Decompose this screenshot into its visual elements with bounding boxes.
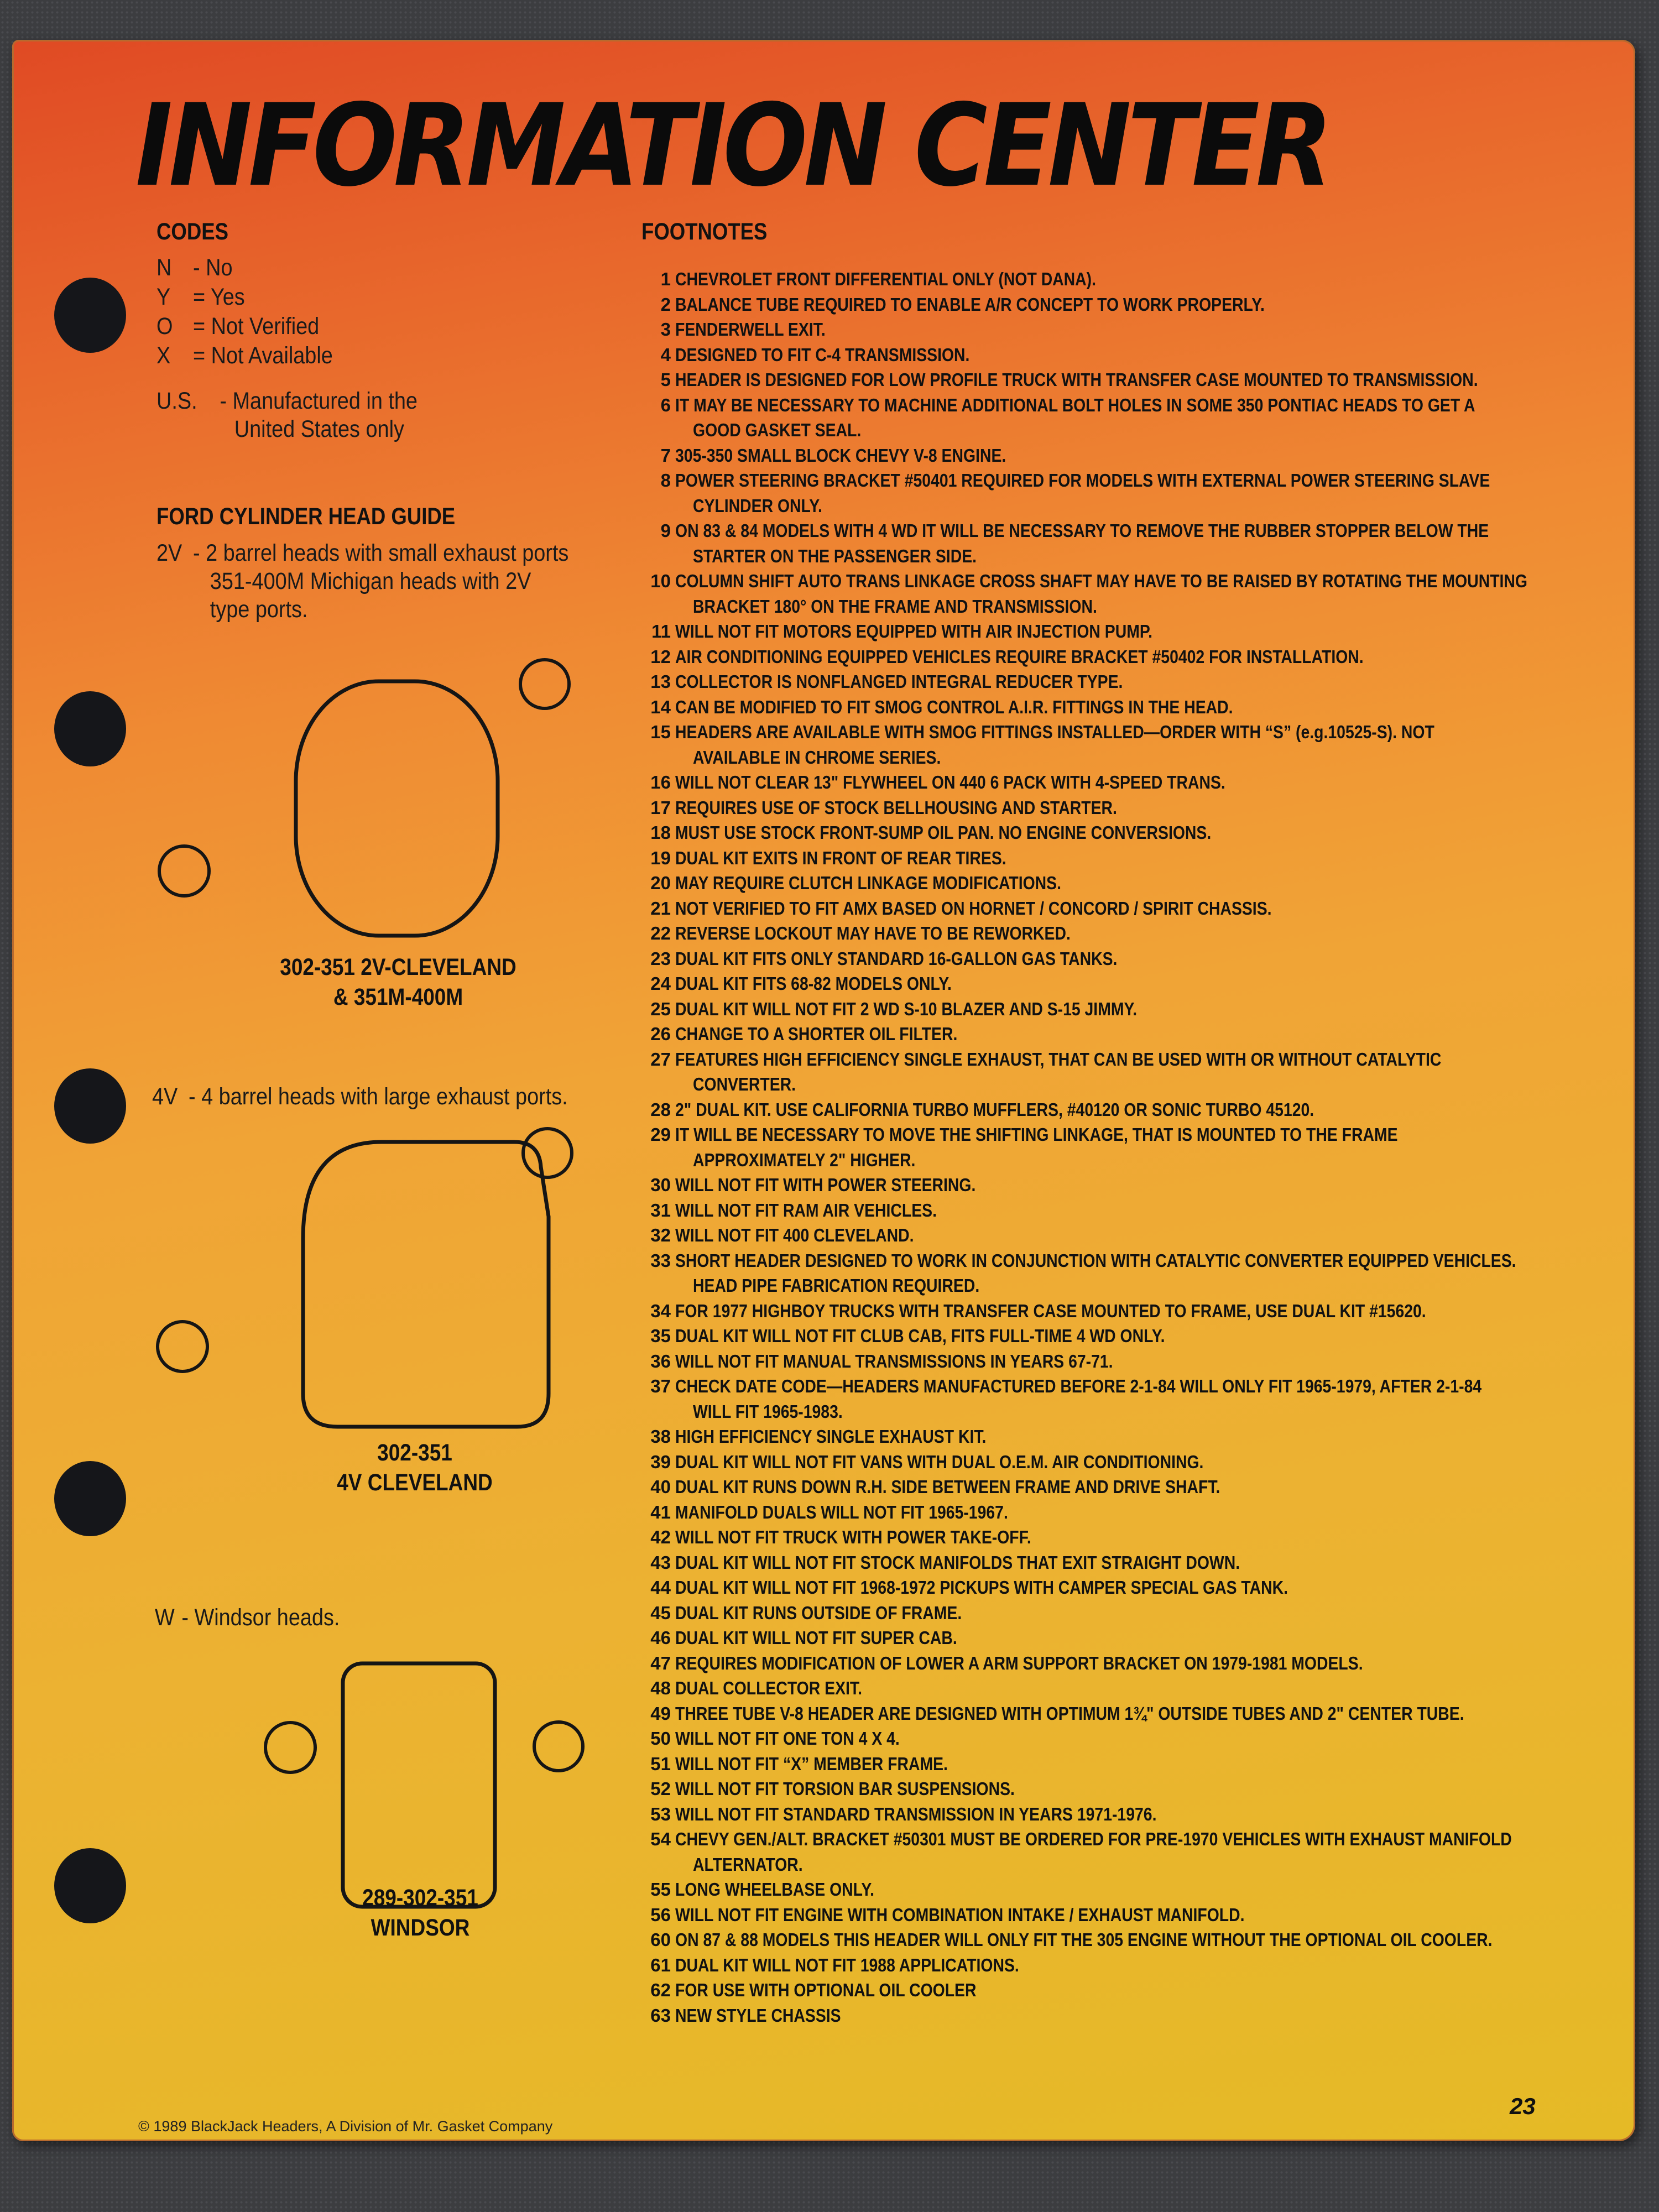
footnote-text: CHEVY GEN./ALT. BRACKET #50301 MUST BE ORDERED FOR PRE-1970 VEHICLES WITH EXHAUST MANIFOLD (675, 1829, 1512, 1849)
footnote-number: 11 (651, 621, 671, 641)
footnote-text: NOT VERIFIED TO FIT AMX BASED ON HORNET / CONCORD / SPIRIT CHASSIS. (675, 898, 1272, 919)
binder-hole (54, 1461, 126, 1536)
footnote-item (643, 1927, 1650, 1953)
footnote-number: 39 (650, 1451, 671, 1472)
guide-description: 351-400M Michigan heads with 2V (210, 568, 531, 594)
code-symbol: X (156, 342, 171, 369)
footnote-text: DUAL KIT EXITS IN FRONT OF REAR TIRES. (675, 847, 1006, 868)
footnote-item (643, 921, 1650, 946)
footnote-continuation (643, 418, 1650, 443)
binder-hole (54, 1068, 126, 1144)
footnote-text: AVAILABLE IN CHROME SERIES. (693, 747, 941, 768)
caption-line: 289-302-351 (362, 1885, 478, 1911)
footnote-item (643, 795, 1650, 821)
footnote-indent (643, 594, 688, 619)
footnote-text: DUAL KIT WILL NOT FIT STOCK MANIFOLDS THAT EXIT STRAIGHT DOWN. (675, 1552, 1240, 1573)
footnote-text: POWER STEERING BRACKET #50401 REQUIRED FOR MODELS WITH EXTERNAL POWER STEERING SLAVE (675, 470, 1490, 491)
footnote-number: 55 (650, 1879, 671, 1900)
footnote-text: BALANCE TUBE REQUIRED TO ENABLE A/R CONCEPT TO WORK PROPERLY. (675, 294, 1265, 315)
footnote-text: WILL FIT 1965-1983. (693, 1401, 843, 1422)
footnote-item (643, 317, 1650, 342)
footnote-number: 8 (660, 470, 671, 491)
footnote-text: MUST USE STOCK FRONT-SUMP OIL PAN. NO ENGINE CONVERSIONS. (675, 822, 1212, 843)
footnote-item (643, 695, 1650, 720)
code-row (156, 342, 333, 369)
footnote-item (643, 292, 1650, 317)
footnote-text: STARTER ON THE PASSENGER SIDE. (693, 545, 977, 566)
guide-symbol: 2V (156, 540, 182, 566)
footnote-text: SHORT HEADER DESIGNED TO WORK IN CONJUNCTION WITH CATALYTIC CONVERTER EQUIPPED VEHICLES. (675, 1250, 1516, 1271)
footnote-number: 46 (650, 1627, 671, 1648)
footnote-item (643, 1021, 1650, 1047)
footnote-number: 9 (660, 520, 671, 541)
footnote-item (643, 1525, 1650, 1550)
footnote-item (643, 1701, 1650, 1726)
footnote-text: COLUMN SHIFT AUTO TRANS LINKAGE CROSS SHAFT MAY HAVE TO BE RAISED BY ROTATING THE MOUNTING (675, 571, 1527, 591)
footnote-item (643, 568, 1650, 594)
codes-heading: CODES (156, 218, 228, 245)
footnote-item (643, 367, 1650, 393)
footnote-text: WILL NOT FIT MANUAL TRANSMISSIONS IN YEARS 67-71. (675, 1350, 1113, 1371)
footnote-item (643, 1248, 1650, 1274)
code-row (156, 284, 245, 311)
footnote-number: 49 (650, 1703, 671, 1724)
footnote-item (643, 719, 1650, 745)
footnote-text: MANIFOLD DUALS WILL NOT FIT 1965-1967. (675, 1501, 1008, 1522)
footnote-item (643, 267, 1650, 292)
footnote-continuation (643, 493, 1650, 519)
code-description: = Not Available (193, 342, 333, 369)
footnote-indent (643, 1273, 688, 1298)
footnote-number: 63 (650, 2005, 671, 2026)
footnote-number: 53 (650, 1803, 671, 1824)
footnote-item (643, 669, 1650, 695)
code-description: - No (193, 254, 233, 281)
footnote-text: AIR CONDITIONING EQUIPPED VEHICLES REQUIRE BRACKET #50402 FOR INSTALLATION. (675, 646, 1364, 667)
footnotes-heading: FOOTNOTES (641, 218, 768, 245)
footnote-item (643, 1877, 1650, 1902)
footnote-indent (643, 418, 688, 443)
footnote-item (643, 870, 1650, 896)
footnote-number: 60 (650, 1929, 671, 1950)
footnote-text: FEATURES HIGH EFFICIENCY SINGLE EXHAUST, THAT CAN BE USED WITH OR WITHOUT CATALYTIC (675, 1048, 1442, 1070)
footnote-number: 22 (650, 923, 671, 943)
footnote-indent (643, 1399, 688, 1425)
guide-description: type ports. (210, 596, 308, 623)
head-4v-caption (272, 1438, 557, 1498)
footnote-item (643, 946, 1650, 972)
footnote-item (643, 1625, 1650, 1651)
footnote-number: 44 (650, 1577, 671, 1598)
footnote-text: WILL NOT FIT STANDARD TRANSMISSION IN YEARS 1971-1976. (675, 1803, 1157, 1824)
footnote-text: CHECK DATE CODE—HEADERS MANUFACTURED BEFORE 2-1-84 WILL ONLY FIT 1965-1979, AFTER 2-1-84 (675, 1376, 1482, 1396)
footnote-item (643, 1374, 1650, 1399)
footnote-item (643, 1776, 1650, 1802)
caption-line: WINDSOR (371, 1914, 470, 1941)
footnote-number: 4 (660, 344, 671, 365)
footnote-text: CAN BE MODIFIED TO FIT SMOG CONTROL A.I.R. FITTINGS IN THE HEAD. (675, 696, 1233, 717)
footnote-number: 45 (650, 1602, 671, 1623)
footnote-item (643, 1902, 1650, 1928)
footnote-continuation (643, 1399, 1650, 1425)
footnote-number: 29 (650, 1124, 671, 1145)
footnote-text: IT WILL BE NECESSARY TO MOVE THE SHIFTING LINKAGE, THAT IS MOUNTED TO THE FRAME (675, 1124, 1398, 1145)
head-windsor-caption (278, 1883, 563, 1943)
footnote-item (643, 896, 1650, 921)
footnote-text: THREE TUBE V-8 HEADER ARE DESIGNED WITH OPTIMUM 1¾" OUTSIDE TUBES AND 2" CENTER TUBE. (675, 1703, 1464, 1724)
footnote-indent (643, 745, 688, 770)
footnote-text: REVERSE LOCKOUT MAY HAVE TO BE REWORKED. (675, 923, 1071, 943)
footnote-number: 32 (650, 1225, 671, 1245)
footnote-number: 35 (650, 1326, 671, 1346)
caption-line: 4V CLEVELAND (337, 1469, 493, 1496)
footnote-item (643, 1424, 1650, 1449)
footnote-indent (643, 493, 688, 519)
code-description: = Not Verified (193, 313, 320, 340)
code-symbol: U.S. (156, 388, 197, 414)
footnote-text: DUAL KIT RUNS DOWN R.H. SIDE BETWEEN FRAME AND DRIVE SHAFT. (675, 1477, 1220, 1497)
footnote-item (643, 1802, 1650, 1827)
footnote-item (643, 1198, 1650, 1223)
head-2v-caption (255, 952, 541, 1012)
footnote-number: 14 (650, 696, 671, 717)
footnote-text: GOOD GASKET SEAL. (693, 420, 862, 440)
guide-4v-text (152, 1083, 568, 1111)
guide-symbol: W (155, 1604, 175, 1631)
footnote-item (643, 1323, 1650, 1349)
footnote-continuation (643, 1072, 1650, 1097)
code-symbol: Y (156, 284, 171, 310)
footnote-number: 43 (650, 1552, 671, 1573)
footnote-text: APPROXIMATELY 2" HIGHER. (693, 1149, 916, 1170)
footnote-number: 38 (650, 1426, 671, 1447)
footnote-text: WILL NOT FIT ONE TON 4 X 4. (675, 1728, 900, 1749)
footnote-text: ON 87 & 88 MODELS THIS HEADER WILL ONLY FIT THE 305 ENGINE WITHOUT THE OPTIONAL OIL COOLER. (675, 1929, 1493, 1950)
guide-2v-text (156, 539, 568, 624)
footnote-item (643, 644, 1650, 670)
footnote-number: 52 (650, 1778, 671, 1799)
footnote-item (643, 1298, 1650, 1324)
footnote-item (643, 468, 1650, 493)
footnote-item (643, 1550, 1650, 1575)
footnotes-list (643, 267, 1650, 2028)
footnote-text: HEADERS ARE AVAILABLE WITH SMOG FITTINGS INSTALLED—ORDER WITH “S” (e.g.10525-S). NOT (675, 722, 1434, 742)
footnote-text: HEADER IS DESIGNED FOR LOW PROFILE TRUCK WITH TRANSFER CASE MOUNTED TO TRANSMISSION. (675, 369, 1478, 390)
footnote-item (643, 1097, 1650, 1123)
footnote-number: 30 (650, 1175, 671, 1195)
footnote-number: 48 (650, 1678, 671, 1698)
footnote-item (643, 1172, 1650, 1198)
footnote-text: WILL NOT CLEAR 13" FLYWHEEL ON 440 6 PACK WITH 4-SPEED TRANS. (675, 772, 1225, 792)
footnote-text: DUAL KIT FITS ONLY STANDARD 16-GALLON GAS TANKS. (675, 948, 1118, 969)
footnote-item (643, 1575, 1650, 1600)
footnote-text: ALTERNATOR. (693, 1854, 803, 1875)
footnote-text: 2" DUAL KIT. USE CALIFORNIA TURBO MUFFLERS, #40120 OR SONIC TURBO 45120. (675, 1099, 1314, 1120)
footnote-number: 16 (650, 772, 671, 792)
footnote-text: HIGH EFFICIENCY SINGLE EXHAUST KIT. (675, 1426, 987, 1447)
footnote-text: LONG WHEELBASE ONLY. (675, 1879, 875, 1900)
code-symbol: N (156, 254, 172, 281)
footnote-item (643, 971, 1650, 997)
footnote-text: WILL NOT FIT MOTORS EQUIPPED WITH AIR INJECTION PUMP. (675, 621, 1153, 641)
footnote-item (643, 1349, 1650, 1374)
footnote-number: 23 (650, 948, 671, 969)
page-title: INFORMATION CENTER (135, 80, 1329, 212)
footnote-text: FOR USE WITH OPTIONAL OIL COOLER (675, 1980, 977, 2000)
head-guide-heading: FORD CYLINDER HEAD GUIDE (156, 503, 456, 530)
footnote-number: 17 (650, 797, 671, 818)
code-description: - Manufactured in the (220, 388, 418, 414)
footnote-item (643, 1223, 1650, 1248)
footnote-text: WILL NOT FIT TORSION BAR SUSPENSIONS. (675, 1778, 1015, 1799)
copyright-text: © 1989 BlackJack Headers, A Division of Mr. Gasket Company (138, 2118, 553, 2135)
footnote-number: 7 (660, 445, 671, 466)
footnote-number: 28 (650, 1099, 671, 1120)
footnote-number: 2 (660, 294, 671, 315)
code-row (156, 313, 319, 340)
footnote-number: 6 (660, 394, 671, 415)
guide-windsor-text (155, 1604, 340, 1632)
footnote-item (643, 1651, 1650, 1676)
guide-description: - Windsor heads. (181, 1604, 340, 1631)
footnote-text: CYLINDER ONLY. (693, 495, 822, 516)
footnote-text: DUAL KIT WILL NOT FIT 1968-1972 PICKUPS WITH CAMPER SPECIAL GAS TANK. (675, 1577, 1288, 1598)
footnote-text: IT MAY BE NECESSARY TO MACHINE ADDITIONAL BOLT HOLES IN SOME 350 PONTIAC HEADS TO GET A (675, 394, 1475, 415)
code-description: = Yes (193, 284, 245, 310)
binder-hole (54, 691, 126, 766)
footnote-item (643, 1500, 1650, 1525)
footnote-text: FENDERWELL EXIT. (675, 319, 826, 340)
code-symbol: O (156, 313, 173, 340)
footnote-text: DUAL COLLECTOR EXIT. (675, 1678, 862, 1698)
footnote-number: 5 (660, 369, 671, 390)
footnote-item (643, 1978, 1650, 2003)
footnote-number: 27 (650, 1048, 671, 1070)
footnote-text: CHANGE TO A SHORTER OIL FILTER. (675, 1024, 958, 1044)
footnote-item (643, 770, 1650, 795)
footnote-item (643, 518, 1650, 544)
footnote-item (643, 1726, 1650, 1751)
footnote-number: 24 (650, 973, 671, 994)
footnote-text: WILL NOT FIT “X” MEMBER FRAME. (675, 1753, 948, 1774)
guide-description: - 2 barrel heads with small exhaust ports (193, 540, 569, 566)
footnote-number: 25 (650, 998, 671, 1019)
footnote-text: DUAL KIT WILL NOT FIT CLUB CAB, FITS FULL-TIME 4 WD ONLY. (675, 1326, 1165, 1346)
footnote-text: WILL NOT FIT WITH POWER STEERING. (675, 1175, 976, 1195)
footnote-item (643, 393, 1650, 418)
footnote-number: 54 (650, 1829, 671, 1849)
footnote-item (643, 1827, 1650, 1852)
footnote-text: DUAL KIT FITS 68-82 MODELS ONLY. (675, 973, 952, 994)
footnote-number: 18 (650, 822, 671, 843)
footnote-item (643, 1047, 1650, 1072)
footnote-text: HEAD PIPE FABRICATION REQUIRED. (693, 1275, 980, 1296)
footnote-number: 15 (650, 722, 671, 742)
binder-hole (54, 1848, 126, 1923)
footnote-text: WILL NOT FIT TRUCK WITH POWER TAKE-OFF. (675, 1527, 1031, 1547)
footnote-text: CHEVROLET FRONT DIFFERENTIAL ONLY (NOT DANA). (675, 269, 1097, 289)
footnote-number: 56 (650, 1904, 671, 1925)
footnote-text: BRACKET 180° ON THE FRAME AND TRANSMISSION. (693, 596, 1097, 617)
footnote-item (643, 997, 1650, 1022)
guide-symbol: 4V (152, 1083, 178, 1110)
footnote-number: 34 (650, 1300, 671, 1321)
binder-hole (54, 278, 126, 353)
footnote-item (643, 619, 1650, 644)
footnote-number: 20 (650, 873, 671, 893)
caption-line: 302-351 2V-CLEVELAND (280, 954, 517, 980)
footnote-number: 12 (650, 646, 671, 667)
footnote-text: 305-350 SMALL BLOCK CHEVY V-8 ENGINE. (675, 445, 1006, 466)
footnote-number: 3 (660, 319, 671, 340)
footnote-item (643, 846, 1650, 871)
footnote-continuation (643, 1147, 1650, 1173)
footnote-text: WILL NOT FIT 400 CLEVELAND. (675, 1225, 914, 1245)
footnote-text: WILL NOT FIT ENGINE WITH COMBINATION INTAKE / EXHAUST MANIFOLD. (675, 1904, 1245, 1925)
footnote-number: 21 (650, 898, 671, 919)
footnote-continuation (643, 745, 1650, 770)
footnote-item (643, 1600, 1650, 1626)
footnote-number: 47 (650, 1652, 671, 1673)
footnote-item (643, 443, 1650, 468)
us-code (156, 387, 418, 444)
footnote-number: 41 (650, 1501, 671, 1522)
footnote-item (643, 1676, 1650, 1701)
footnote-number: 19 (650, 847, 671, 868)
code-description: United States only (234, 416, 404, 442)
footnote-item (643, 342, 1650, 368)
footnote-indent (643, 1072, 688, 1097)
footnote-item (643, 2003, 1650, 2028)
footnote-number: 40 (650, 1477, 671, 1497)
footnote-text: CONVERTER. (693, 1074, 796, 1094)
footnote-number: 61 (650, 1954, 671, 1975)
footnote-item (643, 1953, 1650, 1978)
footnote-text: DUAL KIT WILL NOT FIT 1988 APPLICATIONS. (675, 1954, 1019, 1975)
footnote-number: 10 (650, 571, 671, 591)
footnote-text: DUAL KIT WILL NOT FIT VANS WITH DUAL O.E.M. AIR CONDITIONING. (675, 1451, 1204, 1472)
footnote-continuation (643, 544, 1650, 569)
footnote-number: 51 (650, 1753, 671, 1774)
footnote-number: 26 (650, 1024, 671, 1044)
footnote-continuation (643, 1273, 1650, 1298)
footnote-text: DUAL KIT WILL NOT FIT 2 WD S-10 BLAZER AND S-15 JIMMY. (675, 998, 1138, 1019)
footnote-text: DESIGNED TO FIT C-4 TRANSMISSION. (675, 344, 970, 365)
footnote-number: 1 (660, 269, 671, 289)
footnote-text: MAY REQUIRE CLUTCH LINKAGE MODIFICATIONS. (675, 873, 1061, 893)
footnote-item (643, 1474, 1650, 1500)
footnote-number: 36 (650, 1350, 671, 1371)
guide-description: - 4 barrel heads with large exhaust ports. (189, 1083, 568, 1110)
footnote-item (643, 1122, 1650, 1147)
footnote-indent (643, 544, 688, 569)
footnote-text: REQUIRES USE OF STOCK BELLHOUSING AND STARTER. (675, 797, 1117, 818)
footnote-text: NEW STYLE CHASSIS (675, 2005, 841, 2026)
footnote-number: 50 (650, 1728, 671, 1749)
footnote-text: DUAL KIT RUNS OUTSIDE OF FRAME. (675, 1602, 962, 1623)
footnote-item (643, 1751, 1650, 1777)
footnote-continuation (643, 594, 1650, 619)
footnote-indent (643, 1852, 688, 1877)
footnote-continuation (643, 1852, 1650, 1877)
caption-line: & 351M-400M (333, 984, 463, 1010)
footnote-item (643, 1449, 1650, 1475)
footnote-item (643, 820, 1650, 846)
footnote-text: FOR 1977 HIGHBOY TRUCKS WITH TRANSFER CASE MOUNTED TO FRAME, USE DUAL KIT #15620. (675, 1300, 1426, 1321)
footnote-number: 13 (650, 671, 671, 692)
footnote-number: 37 (650, 1376, 671, 1396)
footnote-indent (643, 1147, 688, 1173)
footnote-text: ON 83 & 84 MODELS WITH 4 WD IT WILL BE NECESSARY TO REMOVE THE RUBBER STOPPER BELOW THE (675, 520, 1489, 541)
footnote-text: REQUIRES MODIFICATION OF LOWER A ARM SUPPORT BRACKET ON 1979-1981 MODELS. (675, 1652, 1363, 1673)
footnote-number: 62 (650, 1980, 671, 2000)
footnote-number: 42 (650, 1527, 671, 1547)
footnote-text: DUAL KIT WILL NOT FIT SUPER CAB. (675, 1627, 957, 1648)
footnote-number: 33 (650, 1250, 671, 1271)
footnote-number: 31 (650, 1199, 671, 1220)
footnote-text: WILL NOT FIT RAM AIR VEHICLES. (675, 1199, 937, 1220)
page-number: 23 (1510, 2093, 1536, 2119)
caption-line: 302-351 (377, 1439, 452, 1466)
footnote-text: COLLECTOR IS NONFLANGED INTEGRAL REDUCER TYPE. (675, 671, 1123, 692)
code-row (156, 254, 232, 281)
